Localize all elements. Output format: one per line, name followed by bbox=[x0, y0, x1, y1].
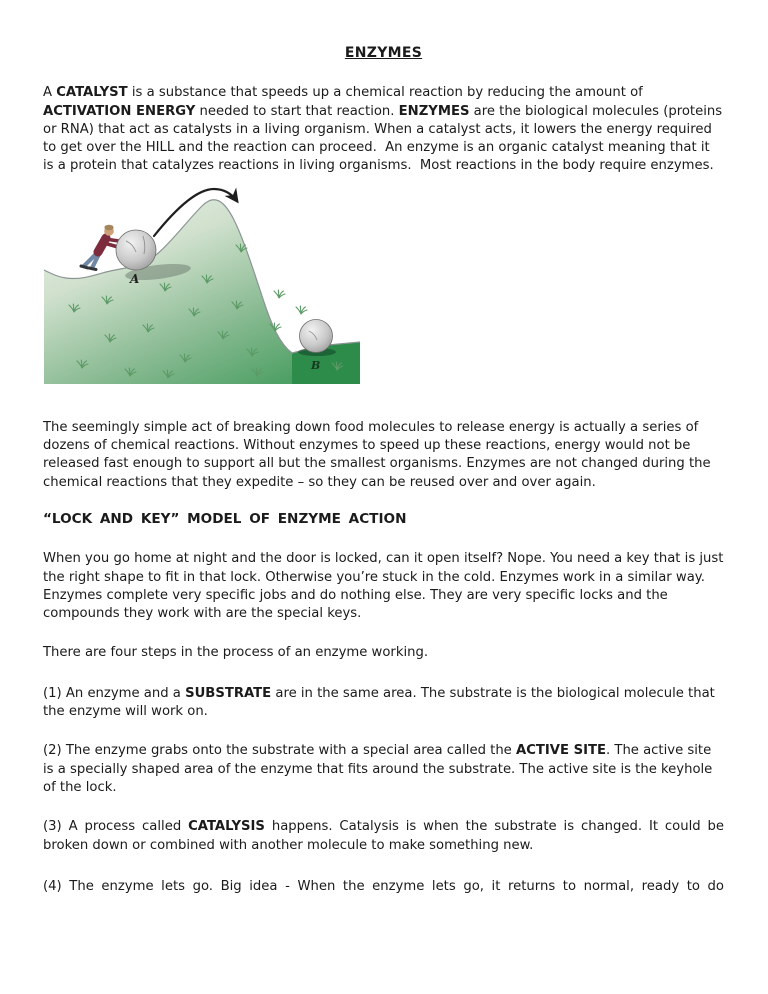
hill-illustration bbox=[44, 184, 360, 384]
heading-lock-and-key: “LOCK AND KEY” MODEL OF ENZYME ACTION bbox=[43, 510, 407, 527]
paragraph-lock-analogy: When you go home at night and the door is locked, can it open itself? Nope. You need a key that is just the right shape to fit in that lock. Otherwise you’re stuck in the cold. Enzymes work in a similar way. Enzymes complete very specific jobs and do nothing else. They are very specific locks and the compounds they work with are the special keys. bbox=[43, 551, 728, 622]
paragraph-four-steps: There are four steps in the process of an enzyme working. bbox=[43, 645, 429, 661]
step-2-paragraph: (2) The enzyme grabs onto the substrate with a special area called the ACTIVE SITE. The active site is a specially shaped area of the enzyme that fits around the substrate. The active site is the keyhole of the lock. bbox=[43, 743, 717, 795]
step-3-paragraph: (3) A process called CATALYSIS happens. Catalysis is when the substrate is changed. It could be broken down or combined with another molecule to make something new. bbox=[43, 819, 729, 853]
person-shoe bbox=[81, 266, 88, 268]
page-title: ENZYMES bbox=[344, 45, 423, 61]
intro-paragraph: A CATALYST is a substance that speeds up a chemical reaction by reducing the amount of ACTIVATION ENERGY needed to start that reaction. ENZYMES are the biological molecules (proteins or RNA) that act as catalysts in a living organism. When a catalyst acts, it lowers the energy required to get over the HILL and the reaction can proceed. An enzyme is an organic catalyst meaning that it is a protein that catalyzes reactions in living organisms. Most reactions in the body require enzymes. bbox=[43, 85, 727, 174]
person-hair bbox=[104, 224, 113, 230]
boulder-b bbox=[300, 319, 333, 352]
person-arm bbox=[105, 239, 119, 241]
person-shoe bbox=[89, 268, 96, 270]
step-4-paragraph: (4) The enzyme lets go. Big idea - When the enzyme lets go, it returns to normal, ready to do bbox=[43, 878, 724, 894]
paragraph-food-energy: The seemingly simple act of breaking down food molecules to release energy is actually a series of dozens of chemical reactions. Without enzymes to speed up these reactions, energy would not be released fast enough to support all but the smallest organisms. Enzymes are not changed during the chemical reactions that they expedite – so they can be reused over and over again. bbox=[43, 419, 715, 490]
activation-energy-figure bbox=[44, 184, 360, 384]
step-1-paragraph: (1) An enzyme and a SUBSTRATE are in the same area. The substrate is the biological molecule that the enzyme will work on. bbox=[43, 685, 720, 720]
boulder-a-label: A bbox=[130, 271, 140, 286]
boulder-b-label: B bbox=[311, 358, 321, 372]
boulder-a bbox=[116, 230, 156, 270]
